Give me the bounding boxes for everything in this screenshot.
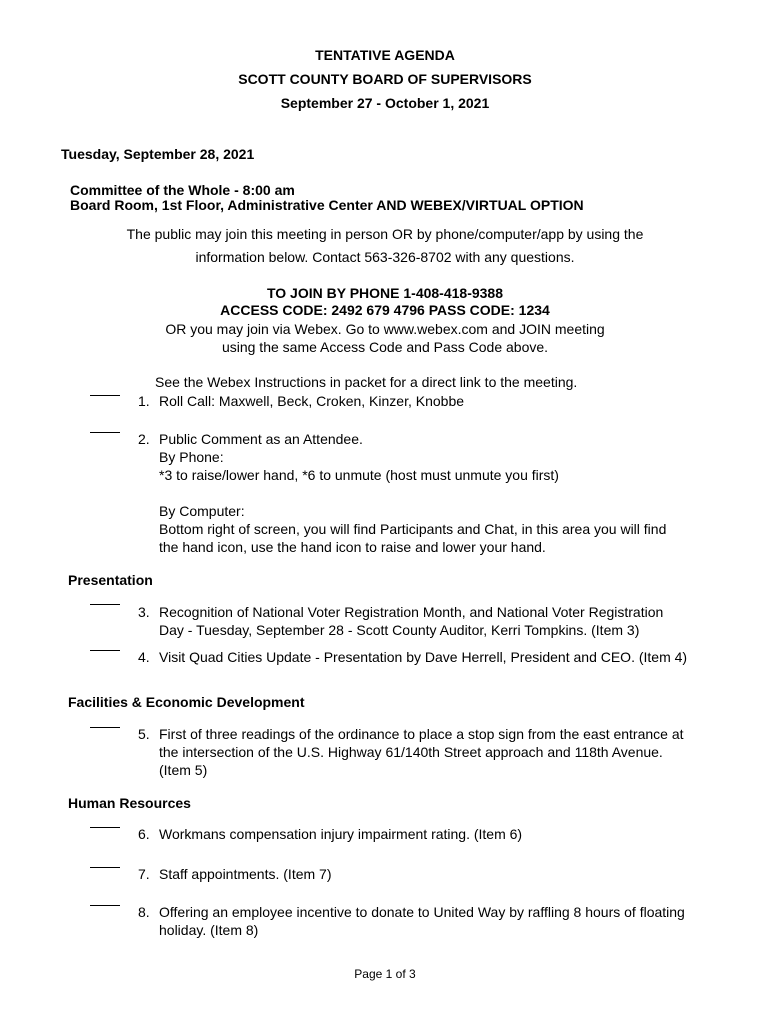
checkbox-blank bbox=[90, 650, 120, 651]
item-number: 8. bbox=[138, 904, 150, 920]
item-number: 7. bbox=[138, 866, 150, 882]
meeting-date: Tuesday, September 28, 2021 bbox=[61, 146, 255, 162]
item-number: 5. bbox=[138, 726, 150, 742]
section-heading-facilities: Facilities & Economic Development bbox=[68, 694, 305, 710]
item-number: 1. bbox=[138, 393, 150, 409]
public-info-line2: information below. Contact 563-326-8702 with any questions. bbox=[195, 249, 575, 265]
access-code: ACCESS CODE: 2492 679 4796 PASS CODE: 1234 bbox=[220, 302, 550, 318]
section-heading-human-resources: Human Resources bbox=[68, 795, 191, 811]
board-name: SCOTT COUNTY BOARD OF SUPERVISORS bbox=[238, 71, 532, 87]
agenda-item-5: First of three readings of the ordinance to place a stop sign from the east entrance at the intersection of the U.S. Highway 61/140th Street approach and 118th Avenue. (Item 5) bbox=[159, 726, 684, 778]
checkbox-blank bbox=[90, 432, 120, 433]
page-number: Page 1 of 3 bbox=[354, 967, 416, 981]
checkbox-blank bbox=[90, 827, 120, 828]
item-number: 3. bbox=[138, 604, 150, 620]
agenda-item-4: Visit Quad Cities Update - Presentation by Dave Herrell, President and CEO. (Item 4) bbox=[159, 649, 688, 665]
webex-join-line1: OR you may join via Webex. Go to www.webex.com and JOIN meeting bbox=[165, 321, 605, 337]
item-number: 6. bbox=[138, 826, 150, 842]
webex-join-line2: using the same Access Code and Pass Code above. bbox=[221, 339, 549, 355]
checkbox-blank bbox=[90, 395, 120, 396]
agenda-item-7: Staff appointments. (Item 7) bbox=[159, 866, 332, 882]
public-info-line1: The public may join this meeting in person OR by phone/computer/app by using the bbox=[126, 226, 644, 242]
agenda-item-1: Roll Call: Maxwell, Beck, Croken, Kinzer, Knobbe bbox=[159, 393, 465, 409]
item-number: 2. bbox=[138, 431, 150, 447]
agenda-item-3: Recognition of National Voter Registration Month, and National Voter Registration Day - Tuesday, September 28 - Scott County Auditor, Kerri Tompkins. (Item 3) bbox=[159, 604, 664, 638]
checkbox-blank bbox=[90, 905, 120, 906]
phone-join: TO JOIN BY PHONE 1-408-418-9388 bbox=[266, 285, 504, 301]
webex-instructions: See the Webex Instructions in packet for a direct link to the meeting. bbox=[155, 374, 578, 390]
agenda-item-2: Public Comment as an Attendee. By Phone: *3 to raise/lower hand, *6 to unmute (host must unmute you first) By Computer: Bottom right of screen, you will find Participants and Chat, in this area you will find the hand icon, use the hand icon to raise and lower your hand. bbox=[159, 431, 667, 555]
item-number: 4. bbox=[138, 649, 150, 665]
checkbox-blank bbox=[90, 867, 120, 868]
committee-time: Committee of the Whole - 8:00 am bbox=[70, 182, 295, 198]
checkbox-blank bbox=[90, 727, 120, 728]
agenda-item-8: Offering an employee incentive to donate to United Way by raffling 8 hours of floating holiday. (Item 8) bbox=[159, 904, 685, 938]
section-heading-presentation: Presentation bbox=[68, 572, 153, 588]
checkbox-blank bbox=[90, 604, 120, 605]
agenda-item-6: Workmans compensation injury impairment rating. (Item 6) bbox=[159, 826, 523, 842]
agenda-title: TENTATIVE AGENDA bbox=[315, 47, 455, 63]
meeting-location: Board Room, 1st Floor, Administrative Center AND WEBEX/VIRTUAL OPTION bbox=[70, 197, 584, 213]
date-range: September 27 - October 1, 2021 bbox=[280, 95, 490, 111]
